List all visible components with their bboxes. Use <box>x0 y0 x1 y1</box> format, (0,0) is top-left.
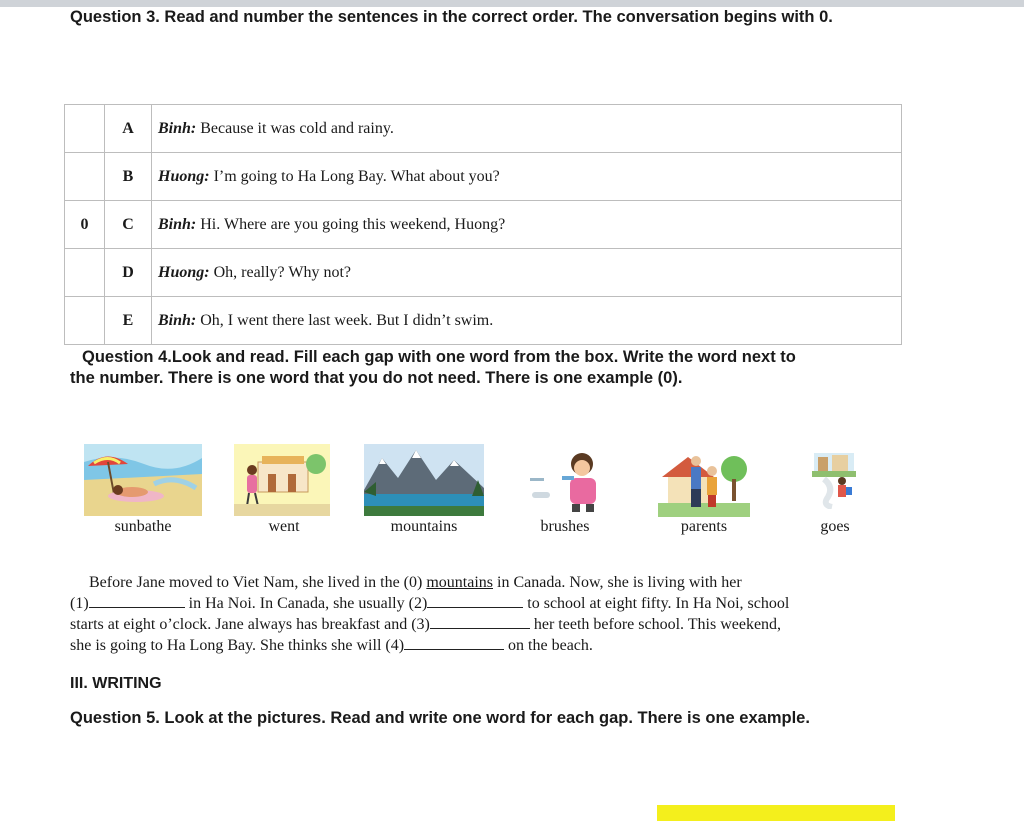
order-number[interactable] <box>65 153 105 201</box>
mountains-picture <box>364 444 484 516</box>
brushes-picture <box>528 448 602 514</box>
table-row <box>65 201 902 249</box>
table-row <box>65 249 902 297</box>
word-mountains: mountains <box>390 518 458 535</box>
question-5-heading: Question 5. Look at the pictures. Read and write one word for each gap. There is one example. <box>70 709 810 727</box>
sentence-letter: B <box>105 153 152 201</box>
sentence-cell <box>152 105 902 153</box>
went-picture <box>234 444 330 516</box>
sentence-cell <box>152 201 902 249</box>
speaker-name: Binh: <box>158 119 197 137</box>
answer-blank-1[interactable] <box>89 593 185 608</box>
question-4-line-1: Question 4.Look and read. Fill each gap with one word from the box. Write the word next to <box>82 348 796 366</box>
sentence-letter: D <box>105 249 152 297</box>
word-brushes: brushes <box>540 518 590 535</box>
sentence-cell <box>152 153 902 201</box>
passage-line-2: (1) in Ha Noi. In Canada, she usually (2) to school at eight fifty. In Ha Noi, school <box>70 595 790 612</box>
order-number[interactable] <box>65 297 105 345</box>
word-parents: parents <box>680 518 728 535</box>
sentence-cell <box>152 249 902 297</box>
sentence-text: Hi. Where are you going this weekend, Huong? <box>196 215 506 233</box>
fill-in-passage <box>70 572 900 656</box>
table-row <box>65 297 902 345</box>
answer-blank-4[interactable] <box>404 635 504 650</box>
sentence-letter: A <box>105 105 152 153</box>
goes-picture <box>808 451 860 509</box>
sentence-text: Oh, I went there last week. But I didn’t swim. <box>196 311 494 329</box>
word-sunbathe: sunbathe <box>114 518 172 535</box>
word-went: went <box>268 518 300 535</box>
passage-line-3: starts at eight o’clock. Jane always has breakfast and (3) her teeth before school. This weekend, <box>70 616 782 633</box>
speaker-name: Binh: <box>158 215 197 233</box>
sentence-letter: C <box>105 201 152 249</box>
order-number[interactable] <box>65 105 105 153</box>
parents-picture <box>658 447 750 517</box>
table-row <box>65 105 902 153</box>
table-row <box>65 153 902 201</box>
sentence-cell <box>152 297 902 345</box>
sentence-text: Oh, really? Why not? <box>209 263 352 281</box>
sentence-text: I’m going to Ha Long Bay. What about you? <box>209 167 500 185</box>
sunbathe-picture <box>84 444 202 516</box>
sentence-letter: E <box>105 297 152 345</box>
speaker-name: Huong: <box>158 263 210 281</box>
answer-blank-2[interactable] <box>427 593 523 608</box>
top-scrollbar-strip <box>0 0 1024 7</box>
passage-line-1: Before Jane moved to Viet Nam, she lived in the (0) mountains in Canada. Now, she is living with her <box>89 574 742 591</box>
writing-section-heading: III. WRITING <box>70 675 162 692</box>
answer-blank-3[interactable] <box>430 614 530 629</box>
order-number[interactable]: 0 <box>65 201 105 249</box>
sentence-text: Because it was cold and rainy. <box>196 119 394 137</box>
passage-line-4: she is going to Ha Long Bay. She thinks she will (4) on the beach. <box>70 637 593 654</box>
question-4-line-2: the number. There is one word that you do not need. There is one example (0). <box>70 369 683 387</box>
order-number[interactable] <box>65 249 105 297</box>
word-goes: goes <box>820 518 850 535</box>
speaker-name: Binh: <box>158 311 197 329</box>
example-answer: mountains <box>426 574 493 591</box>
conversation-table <box>64 104 902 345</box>
highlight-bar <box>657 805 895 821</box>
speaker-name: Huong: <box>158 167 210 185</box>
question-4-heading <box>70 347 900 389</box>
question-3-heading: Question 3. Read and number the sentences in the correct order. The conversation begins with 0. <box>70 8 833 26</box>
